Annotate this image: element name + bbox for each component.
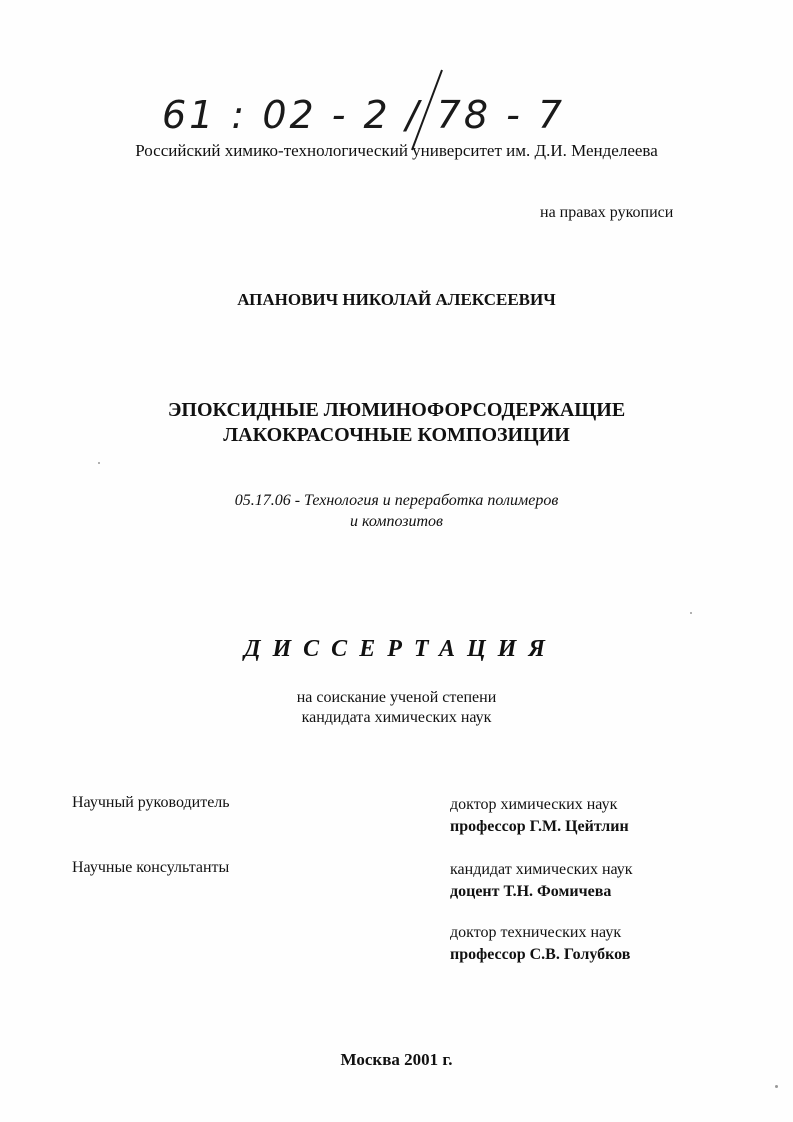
scan-speck <box>775 1085 778 1088</box>
degree-purpose <box>0 688 793 728</box>
supervisor-label: Научный руководитель <box>72 794 230 811</box>
supervisor-name: профессор Г.М. Цейтлин <box>450 818 629 835</box>
scan-speck <box>690 612 692 614</box>
dissertation-title <box>0 398 793 448</box>
city-and-year: Москва 2001 г. <box>340 1050 453 1069</box>
specialty-line-2: и композитов <box>349 513 443 530</box>
consultant-entry-1 <box>450 859 633 903</box>
title-line-1: ЭПОКСИДНЫЕ ЛЮМИНОФОРСОДЕРЖАЩИЕ <box>167 399 626 421</box>
specialty-line-1: 05.17.06 - Технология и переработка полимеров <box>234 492 559 509</box>
consultant-entry-2 <box>450 922 630 966</box>
title-line-2: ЛАКОКРАСОЧНЫЕ КОМПОЗИЦИИ <box>223 424 570 446</box>
consultant-2-name: профессор С.В. Голубков <box>450 946 631 963</box>
manuscript-rights-note: на правах рукописи <box>540 204 674 221</box>
consultants-label: Научные консультанты <box>72 859 230 876</box>
supervisor-degree: доктор химических наук <box>450 796 618 813</box>
supervisor-entry <box>450 794 629 838</box>
consultant-1-name: доцент Т.Н. Фомичева <box>450 883 612 900</box>
handwritten-catalog-code <box>150 62 570 152</box>
consultant-1-degree: кандидат химических наук <box>450 861 633 878</box>
purpose-line-2: кандидата химических наук <box>301 709 492 726</box>
handwritten-code-text: 61 : 02 - 2 / 78 - 7 <box>162 93 566 137</box>
author-name: АПАНОВИЧ НИКОЛАЙ АЛЕКСЕЕВИЧ <box>237 290 556 309</box>
handwritten-code-drawing <box>150 62 570 152</box>
scan-speck <box>98 462 100 464</box>
document-type: ДИССЕРТАЦИЯ <box>244 636 557 662</box>
university-name: Российский химико-технологический университет им. Д.И. Менделеева <box>135 141 658 160</box>
purpose-line-1: на соискание ученой степени <box>296 689 497 706</box>
consultant-2-degree: доктор технических наук <box>450 924 622 941</box>
specialty-code <box>0 490 793 532</box>
